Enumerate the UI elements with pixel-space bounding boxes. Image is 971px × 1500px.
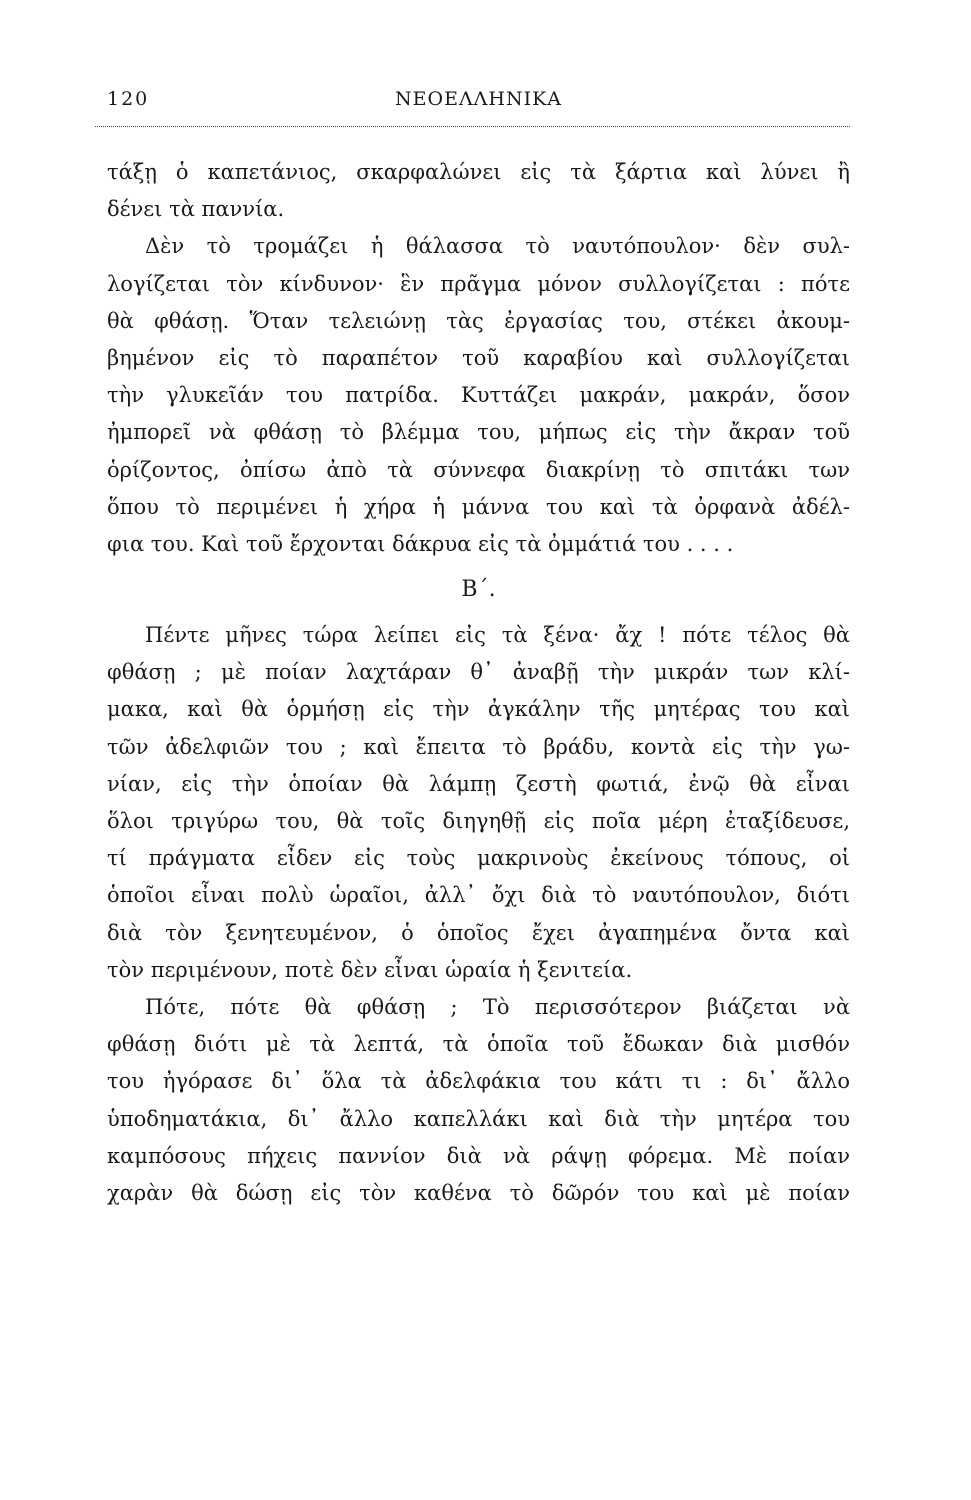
text-line: λογίζεται τὸν κίνδυνον· ἓν πρᾶγμα μόνον συλλογίζεται : πότε [107, 271, 850, 296]
text-line: Πέντε μῆνες τώρα λείπει εἰς τὰ ξένα· ἄχ ! πότε τέλος θὰ [145, 623, 850, 648]
text-line: του ἠγόρασε δι᾽ ὅλα τὰ ἀδελφάκια του κάτι τι : δι᾽ ἄλλο [107, 1069, 850, 1094]
running-head: ΝΕΟΕΛΛΗΝΙΚΑ [395, 88, 562, 110]
text-line: ὁρίζοντος, ὀπίσω ἀπὸ τὰ σύννεφα διακρίνῃ τὸ σπιτάκι των [107, 457, 850, 482]
text-line: τάξῃ ὁ καπετάνιος, σκαρφαλώνει εἰς τὰ ξάρτια καὶ λύνει ἢ [107, 160, 850, 184]
text-line: καμπόσους πήχεις παννίον διὰ νὰ ράψῃ φόρεμα. Μὲ ποίαν [107, 1143, 850, 1168]
text-line: θὰ φθάσῃ. Ὅταν τελειώνῃ τὰς ἐργασίας του, στέκει ἀκουμ- [107, 308, 850, 333]
text-line: τί πράγματα εἶδεν εἰς τοὺς μακρινοὺς ἐκείνους τόπους, οἱ [107, 846, 850, 871]
text-line: μακα, καὶ θὰ ὁρμήσῃ εἰς τὴν ἀγκάλην τῆς μητέρας του καὶ [107, 697, 850, 722]
text-line: ὁποῖοι εἶναι πολὺ ὡραῖοι, ἀλλ᾽ ὄχι διὰ τὸ ναυτόπουλον, διότι [107, 883, 850, 908]
text-line: ὅπου τὸ περιμένει ἡ χήρα ἡ μάννα του καὶ τὰ ὀρφανὰ ἀδέλ- [107, 494, 850, 519]
text-line: χαρὰν θὰ δώσῃ εἰς τὸν καθένα τὸ δῶρόν του καὶ μὲ ποίαν [107, 1180, 850, 1205]
text-line: φθάσῃ ; μὲ ποίαν λαχτάραν θ᾽ ἀναβῇ τὴν μικράν των κλί- [107, 660, 850, 685]
page-header [107, 88, 850, 118]
text-line: νίαν, εἰς τὴν ὁποίαν θὰ λάμπῃ ζεστὴ φωτιά, ἐνῷ θὰ εἶναι [107, 771, 850, 796]
text-line: βημένον εἰς τὸ παραπέτον τοῦ καραβίου καὶ συλλογίζεται [107, 345, 850, 370]
text-line: τῶν ἀδελφιῶν του ; καὶ ἔπειτα τὸ βράδυ, κοντὰ εἰς τὴν γω- [107, 734, 850, 759]
text-line: φθάσῃ διότι μὲ τὰ λεπτά, τὰ ὁποῖα τοῦ ἔδωκαν διὰ μισθόν [107, 1032, 850, 1057]
text-line: ὑποδηματάκια, δι᾽ ἄλλο καπελλάκι καὶ διὰ τὴν μητέρα του [107, 1106, 850, 1131]
text-line: φια του. Καὶ τοῦ ἔρχονται δάκρυα εἰς τὰ ὀμμάτιά του . . . . [107, 531, 734, 556]
text-line: τὸν περιμένουν, ποτὲ δὲν εἶναι ὡραία ἡ ξενιτεία. [107, 957, 633, 982]
text-line: Πότε, πότε θὰ φθάσῃ ; Τὸ περισσότερον βιάζεται νὰ [145, 994, 850, 1019]
text-line: διὰ τὸν ξενητευμένον, ὁ ὁποῖος ἔχει ἀγαπημένα ὄντα καὶ [107, 920, 850, 945]
text-line: ἠμπορεῖ νὰ φθάσῃ τὸ βλέμμα του, μήπως εἰς τὴν ἄκραν τοῦ [107, 420, 850, 445]
text-line: δένει τὰ παννία. [107, 197, 285, 222]
text-line: ὅλοι τριγύρω του, θὰ τοῖς διηγηθῇ εἰς ποῖα μέρη ἐταξίδευσε, [107, 809, 850, 833]
page-number: 120 [107, 88, 150, 110]
text-line: Δὲν τὸ τρομάζει ἡ θάλασσα τὸ ναυτόπουλον· δὲν συλ- [145, 234, 850, 259]
body-text [107, 154, 850, 1212]
text-line: τὴν γλυκεῖάν του πατρίδα. Κυττάζει μακράν, μακράν, ὅσον [107, 383, 850, 408]
section-heading: Β΄. [461, 577, 496, 603]
header-rule [95, 126, 850, 127]
